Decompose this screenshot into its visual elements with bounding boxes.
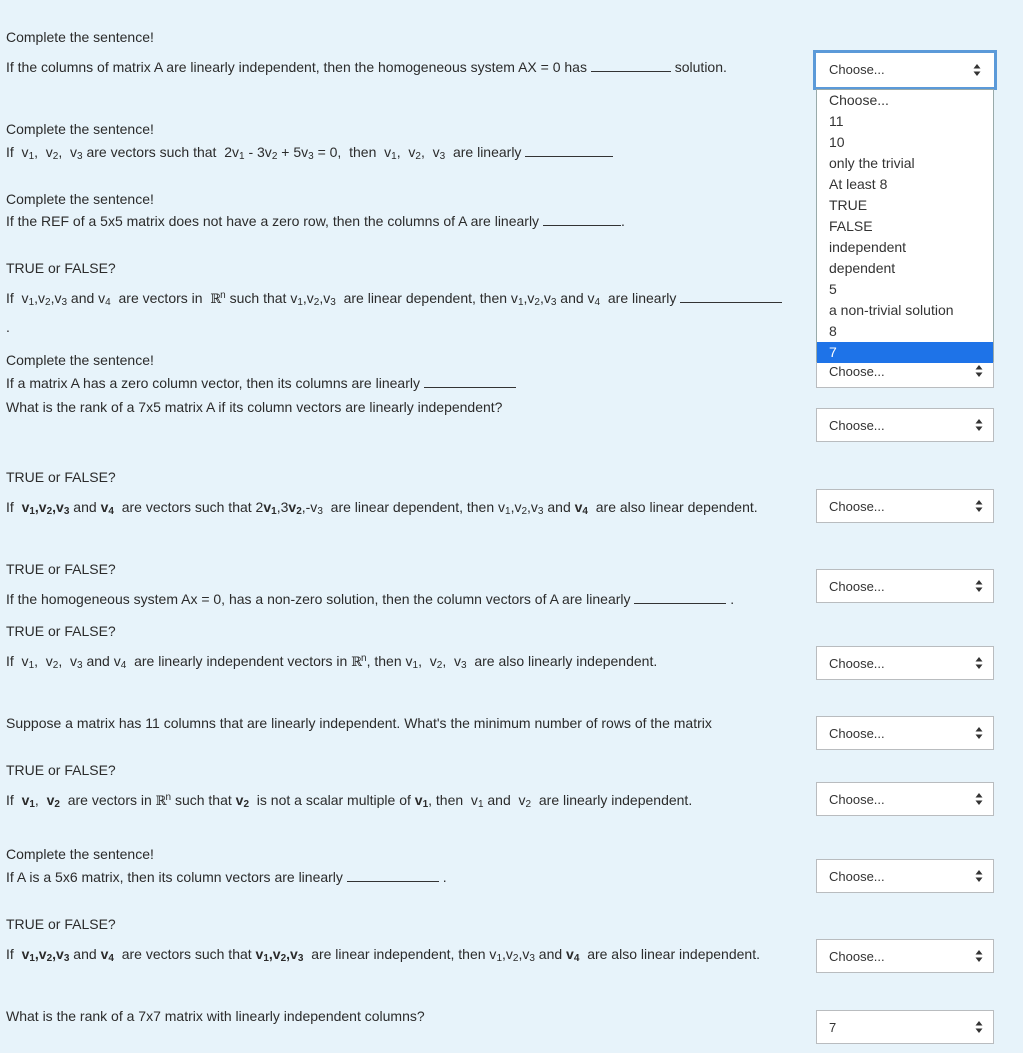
- select-arrows-icon: [975, 418, 983, 432]
- question-text: If the homogeneous system Ax = 0, has a non-zero solution, then the column vectors of A are linearly .: [6, 591, 735, 607]
- dropdown-option[interactable]: 8: [829, 323, 837, 339]
- dropdown-option[interactable]: 7: [817, 342, 993, 363]
- question-prompt: TRUE or FALSE?: [6, 762, 116, 778]
- dropdown-option[interactable]: TRUE: [829, 197, 868, 213]
- dropdown-option[interactable]: 5: [829, 281, 837, 297]
- dropdown-option[interactable]: only the trivial: [829, 155, 915, 171]
- answer-select-5[interactable]: [816, 569, 994, 603]
- question-prompt: TRUE or FALSE?: [6, 469, 116, 485]
- question-text: If A is a 5x6 matrix, then its column vectors are linearly .: [6, 869, 447, 885]
- dropdown-option[interactable]: 11: [829, 113, 844, 129]
- dropdown-option[interactable]: a non-trivial solution: [829, 302, 954, 318]
- select-value: Choose...: [829, 726, 885, 741]
- select-arrows-icon: [975, 364, 983, 378]
- select-arrows-icon: [975, 656, 983, 670]
- answer-select-7[interactable]: [816, 716, 994, 750]
- question-text: If the REF of a 5x5 matrix does not have a zero row, then the columns of A are linearly .: [6, 213, 625, 229]
- question-text: Suppose a matrix has 11 columns that are linearly independent. What's the minimum number of rows of the matrix: [6, 715, 712, 731]
- select-arrows-icon: [975, 949, 983, 963]
- question-text: What is the rank of a 7x7 matrix with linearly independent columns?: [6, 1008, 425, 1024]
- question-text: If $v_1$, $v_2$, $v_3$ are vectors such that $2v_1 - 3v_2 + 5v_3 = 0$, then $v_1$, $v_2$, $v_3$ are linearly: [6, 143, 613, 161]
- select-value: Choose...: [829, 949, 885, 964]
- question-prompt: TRUE or FALSE?: [6, 916, 116, 932]
- answer-select-1[interactable]: [813, 50, 997, 90]
- answer-select-10[interactable]: [816, 939, 994, 973]
- dropdown-option[interactable]: FALSE: [829, 218, 873, 234]
- question-text: If $v_1,v_2,v_3$ and $v_4$ are vectors in ℝ$^n$ such that $v_1,v_2,v_3$ are linear dependent, then $v_1,v_2,v_3$ and $v_4$ are linearly: [6, 289, 782, 309]
- select-arrows-icon: [975, 579, 983, 593]
- answer-select-3[interactable]: [816, 408, 994, 442]
- question-period: .: [6, 319, 10, 335]
- dropdown-list[interactable]: [816, 89, 994, 362]
- select-value: 7: [829, 1020, 837, 1035]
- select-value: Choose...: [829, 579, 885, 594]
- question-text: If the columns of matrix A are linearly independent, then the homogeneous system AX = 0 has solution.: [6, 59, 727, 75]
- question-prompt: Complete the sentence!: [6, 121, 154, 137]
- question-prompt: Complete the sentence!: [6, 352, 154, 368]
- question-text: If $v_1$, $v_2$ are vectors in ℝ$^n$ such that $v_2$ is not a scalar multiple of $v_1$, then $v_1$ and $v_2$ are linearly independent.: [6, 792, 693, 810]
- select-value: Choose...: [829, 792, 885, 807]
- dropdown-option[interactable]: dependent: [829, 260, 896, 276]
- dropdown-option[interactable]: At least 8: [829, 176, 888, 192]
- select-value: Choose...: [829, 62, 885, 77]
- select-value: Choose...: [829, 656, 885, 671]
- answer-select-8[interactable]: [816, 782, 994, 816]
- select-value: Choose...: [829, 364, 885, 379]
- select-value: Choose...: [829, 869, 885, 884]
- question-prompt: TRUE or FALSE?: [6, 260, 116, 276]
- question-text: If a matrix A has a zero column vector, then its columns are linearly: [6, 374, 516, 392]
- question-prompt: Complete the sentence!: [6, 846, 154, 862]
- dropdown-option[interactable]: independent: [829, 239, 907, 255]
- question-prompt: TRUE or FALSE?: [6, 561, 116, 577]
- question-text: If $v_1,v_2,v_3$ and $v_4$ are vectors such that $2v_1,3v_2,-v_3$ are linear dependent, then $v_1,v_2,v_3$ and $v_4$ are also linear dependent.: [6, 499, 758, 517]
- answer-select-9[interactable]: [816, 859, 994, 893]
- select-value: Choose...: [829, 499, 885, 514]
- select-arrows-icon: [975, 1020, 983, 1034]
- answer-select-6[interactable]: [816, 646, 994, 680]
- answer-select-11[interactable]: [816, 1010, 994, 1044]
- question-text: If $v_1,v_2,v_3$ and $v_4$ are vectors such that $v_1,v_2,v_3$ are linear independent, then $v_1,v_2,v_3$ and $v_4$ are also linear independent.: [6, 946, 760, 964]
- select-arrows-icon: [973, 63, 981, 77]
- answer-select-4[interactable]: [816, 489, 994, 523]
- select-arrows-icon: [975, 726, 983, 740]
- question-prompt: Complete the sentence!: [6, 191, 154, 207]
- question-text: What is the rank of a 7x5 matrix A if its column vectors are linearly independent?: [6, 399, 503, 415]
- select-arrows-icon: [975, 499, 983, 513]
- question-prompt: TRUE or FALSE?: [6, 623, 116, 639]
- dropdown-option[interactable]: Choose...: [829, 92, 889, 108]
- select-arrows-icon: [975, 792, 983, 806]
- select-arrows-icon: [975, 869, 983, 883]
- dropdown-option[interactable]: 10: [829, 134, 845, 150]
- question-prompt: Complete the sentence!: [6, 29, 154, 45]
- select-value: Choose...: [829, 418, 885, 433]
- question-text: If $v_1$, $v_2$, $v_3$ and $v_4$ are linearly independent vectors in ℝ$^n$, then $v_1$, $v_2$, $v_3$ are also linearly independent.: [6, 653, 658, 671]
